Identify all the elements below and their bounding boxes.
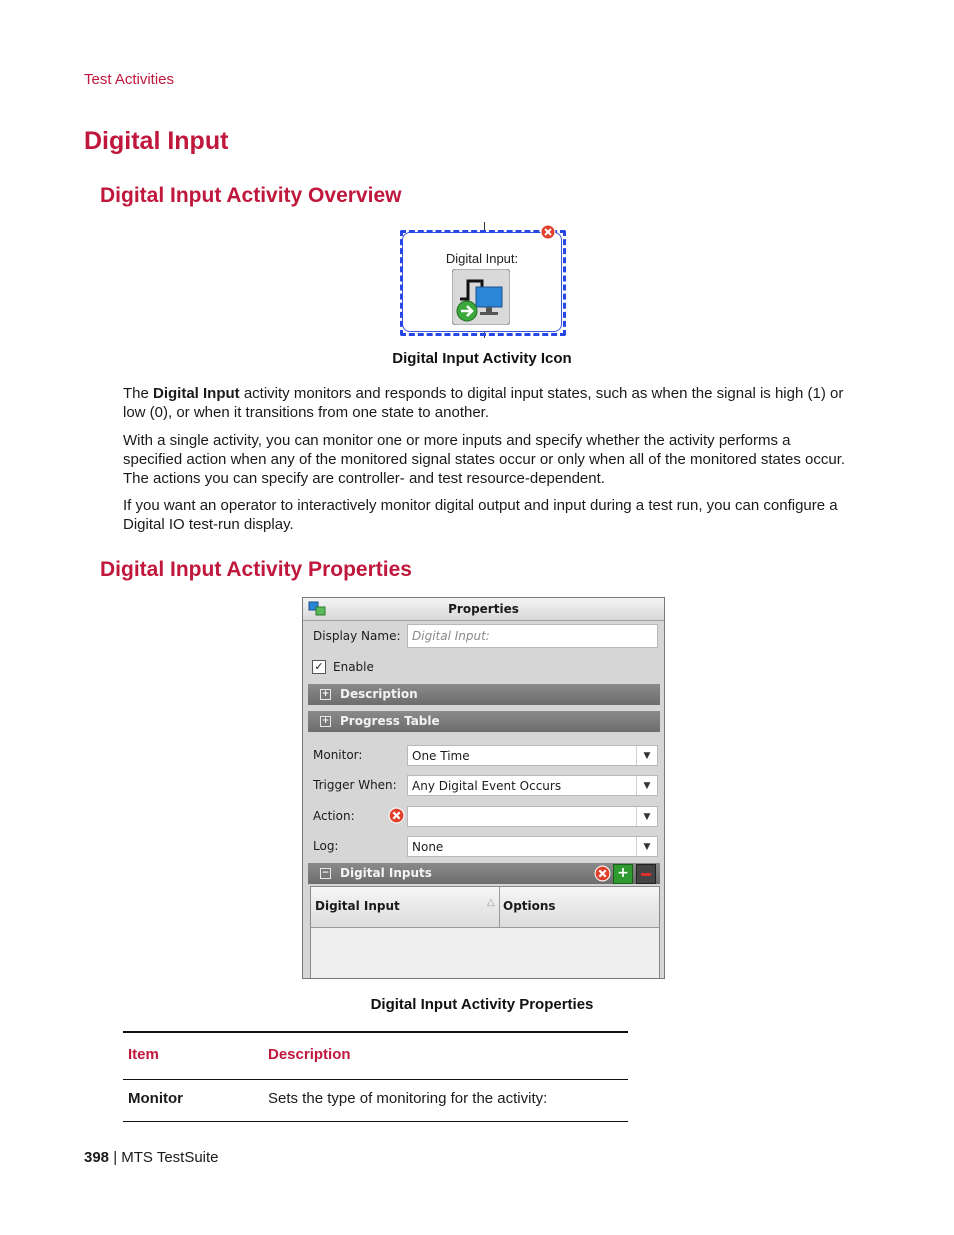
digital-inputs-section-bar[interactable] [308,863,660,884]
table-top-rule [123,1031,628,1033]
page-title: Digital Input [84,127,229,155]
log-label: Log: [313,839,339,853]
paragraph-2: With a single activity, you can monitor one or more inputs and specify whether the activity performs a specified action when any of the monitored signal states occur or only when all of the monitored states occur. The actions you can specify are controller- and test resource-dependent. [123,432,846,487]
expand-icon: + [321,689,330,699]
column-header-options[interactable]: Options [503,899,556,913]
enable-checkbox[interactable]: ✓ [312,660,326,674]
description-bar-label: Description [340,687,418,701]
chevron-down-icon: ▼ [636,776,657,795]
connector-top [484,222,485,230]
description-section-bar[interactable] [308,684,660,705]
collapse-icon: − [321,868,330,878]
p1-lead-text: The [123,385,154,402]
digital-inputs-bar-label: Digital Inputs [340,866,432,880]
column-header-item: Item [128,1046,159,1063]
overview-heading: Digital Input Activity Overview [100,184,402,207]
row-item: Monitor [128,1090,183,1107]
progress-table-bar-label: Progress Table [340,714,440,728]
properties-titlebar [303,598,664,621]
column-header-description: Description [268,1046,351,1063]
chevron-down-icon: ▼ [636,837,657,856]
log-select[interactable] [407,836,658,857]
paragraph-1 [123,384,848,422]
page-number: 398 [84,1149,110,1166]
properties-panel [302,597,665,979]
footer-separator: | [109,1149,122,1166]
display-name-placeholder: Digital Input: [412,629,490,643]
grid-header [311,887,659,928]
properties-caption: Digital Input Activity Properties [370,996,594,1013]
page-footer [84,1149,219,1166]
error-icon [594,865,611,882]
p1-bold-term: Digital Input [153,385,240,402]
log-value: None [412,840,444,854]
column-header-digital-input[interactable]: Digital Input [315,899,400,913]
table-bottom-rule [123,1121,628,1122]
activity-label: Digital Input: [445,251,519,266]
product-name: MTS TestSuite [121,1149,219,1166]
column-separator [499,887,500,927]
action-label: Action: [313,809,355,823]
selection-outline [400,230,566,336]
trigger-when-value: Any Digital Event Occurs [412,779,562,793]
remove-input-button[interactable] [636,864,656,884]
paragraph-3: If you want an operator to interactively monitor digital output and input during a test run, you can configure a Digital IO test-run display. [123,497,838,533]
expand-icon: + [321,716,330,726]
display-name-label: Display Name: [313,629,401,643]
error-badge-icon [540,224,556,240]
progress-table-section-bar[interactable] [308,711,660,732]
header-rule [123,1079,628,1080]
monitor-select[interactable] [407,745,658,766]
monitor-value: One Time [412,749,470,763]
trigger-when-select[interactable] [407,775,658,796]
digital-input-activity-icon-figure [398,222,570,340]
display-name-field[interactable] [407,624,658,648]
chevron-down-icon: ▼ [636,807,657,826]
breadcrumb: Test Activities [84,71,175,88]
row-description: Sets the type of monitoring for the activity: [268,1090,548,1107]
error-icon [388,807,405,824]
properties-heading: Digital Input Activity Properties [100,558,412,581]
activity-icon-caption: Digital Input Activity Icon [392,350,572,367]
add-input-button[interactable]: + [613,864,633,884]
trigger-when-label: Trigger When: [313,778,397,792]
monitor-label: Monitor: [313,748,363,762]
chevron-down-icon: ▼ [636,746,657,765]
action-select[interactable] [407,806,658,827]
digital-inputs-grid[interactable] [310,886,660,979]
sort-icon: △ [487,897,495,908]
properties-title: Properties [448,602,519,616]
minus-icon [641,873,651,876]
p1-body-text: activity monitors and responds to digital input states, such as when the signal is high (1) or low (0), or when it transitions from one state to another. [123,385,844,421]
enable-label: Enable [333,660,374,674]
